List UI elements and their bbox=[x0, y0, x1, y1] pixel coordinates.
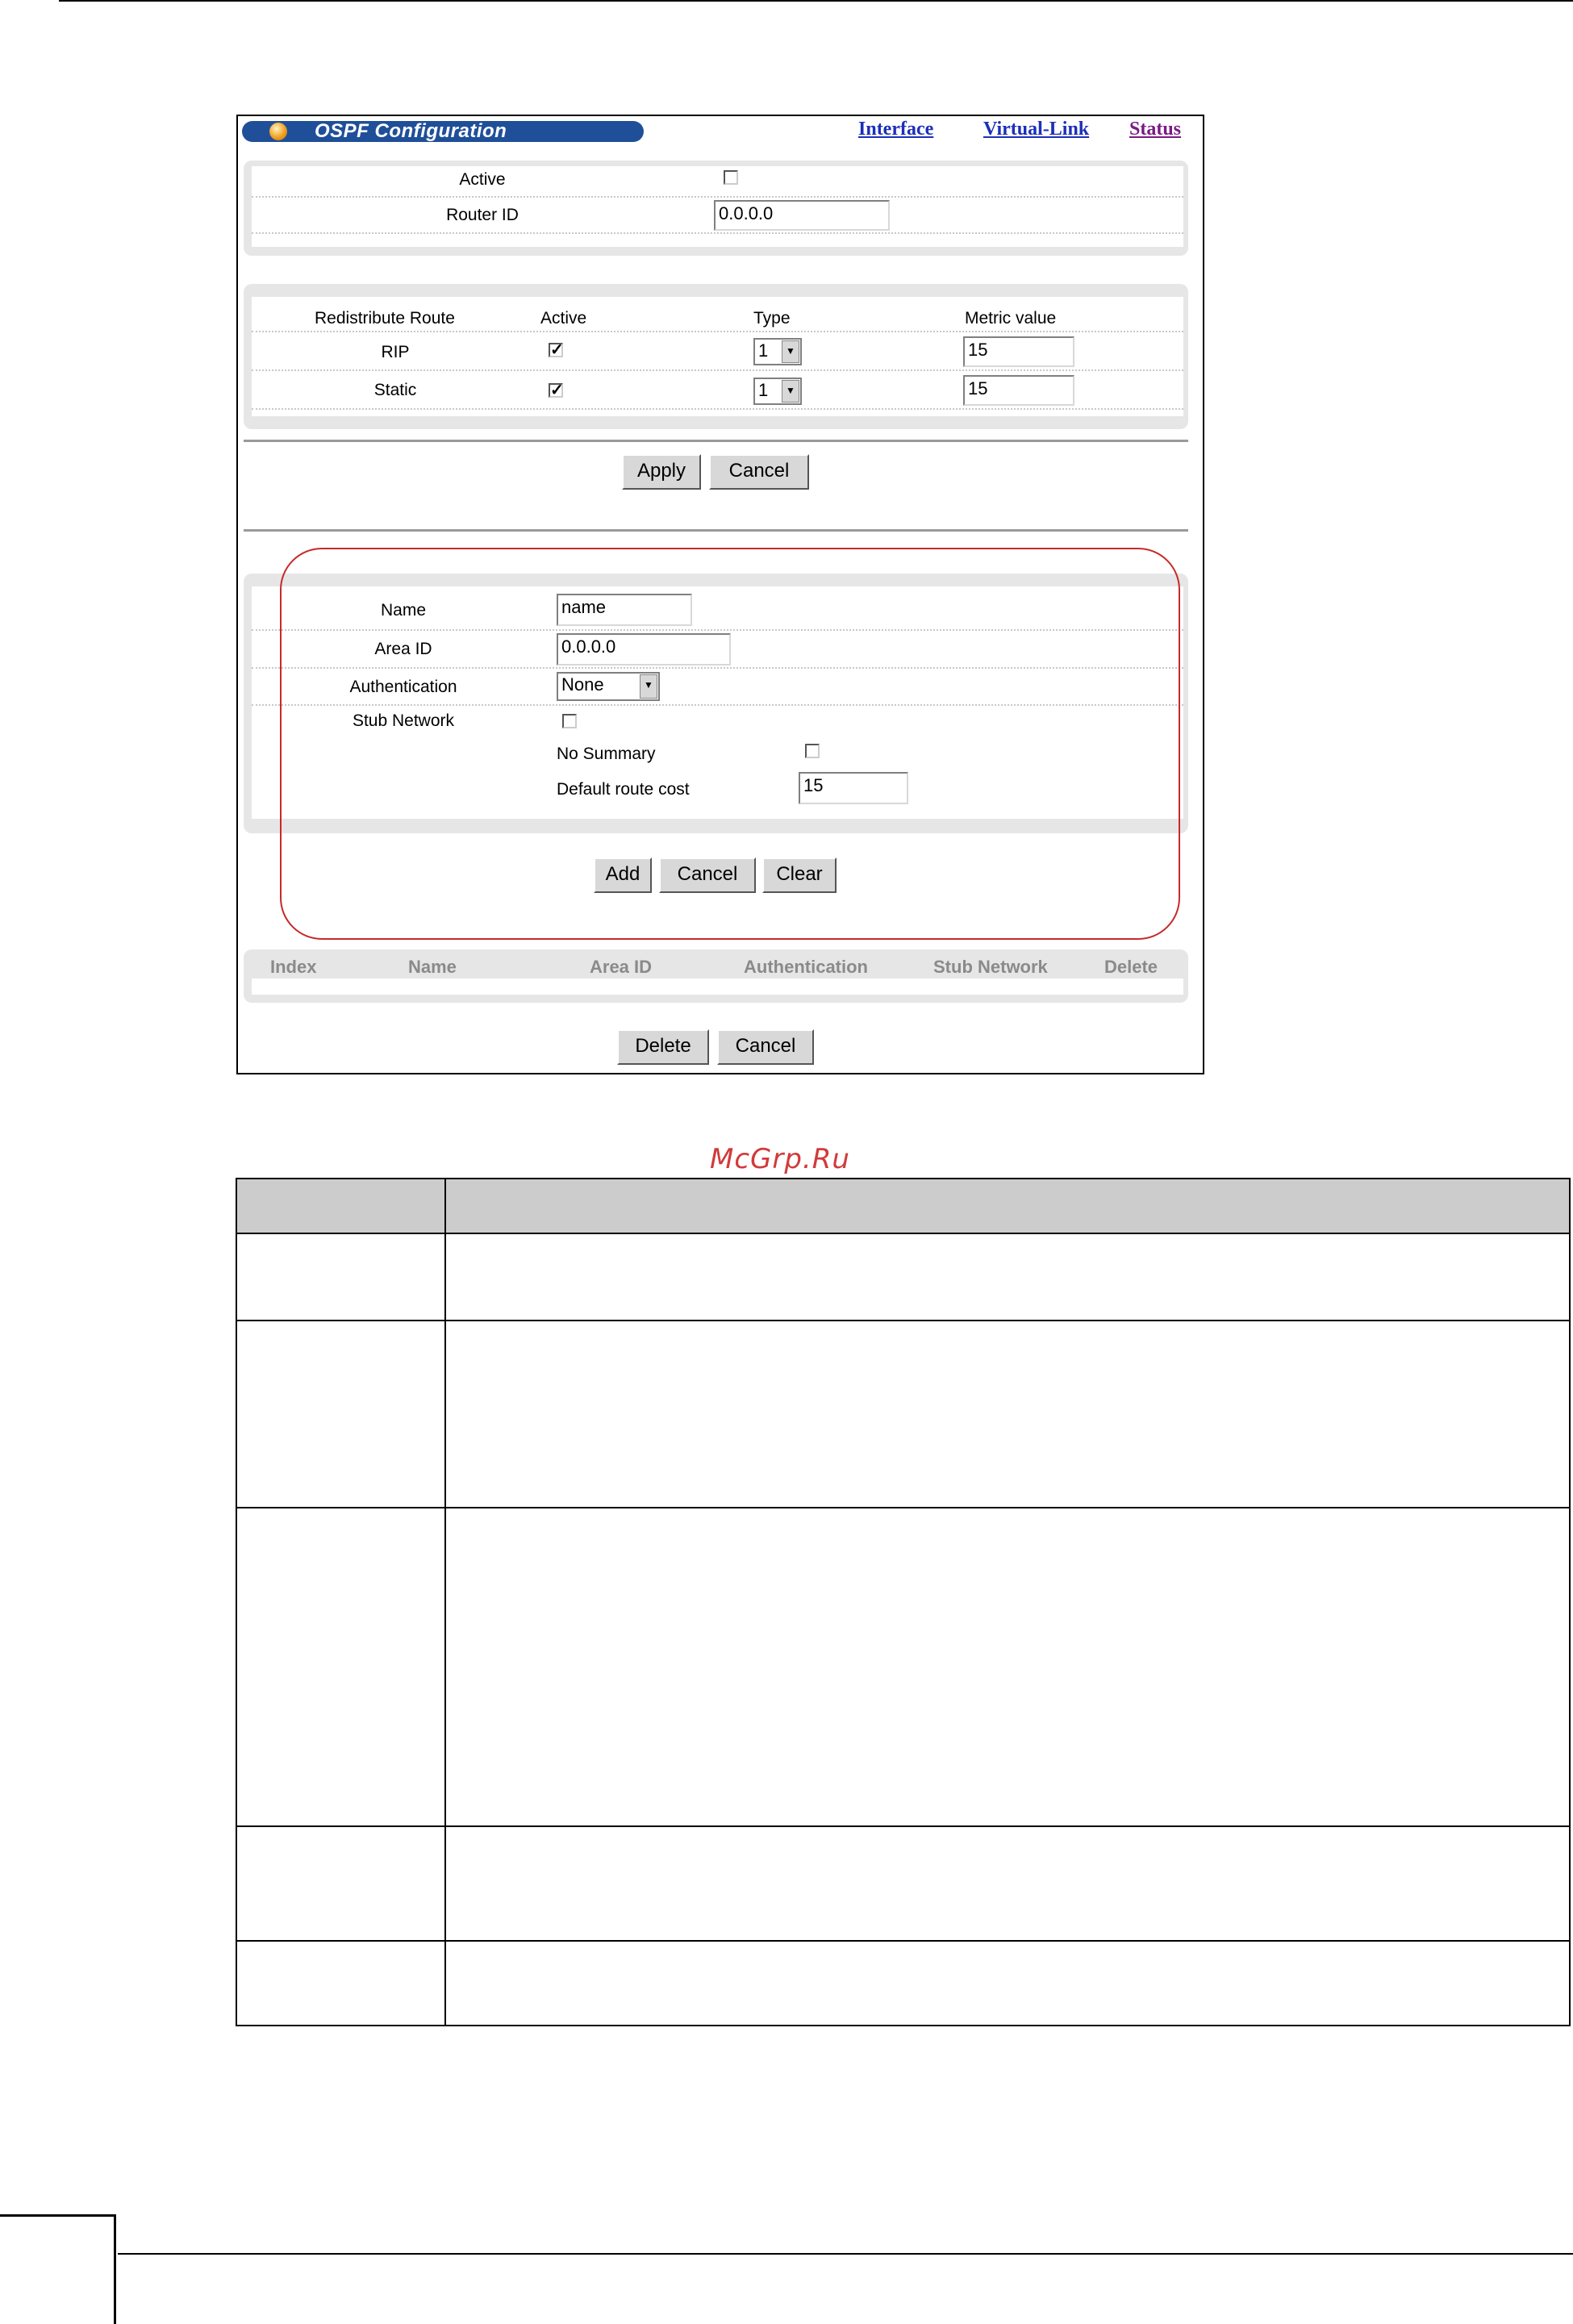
apply-button[interactable]: Apply bbox=[622, 454, 701, 490]
page-number-box bbox=[0, 2214, 116, 2324]
rip-label: RIP bbox=[381, 343, 410, 361]
static-metric-input[interactable]: 15 bbox=[963, 375, 1074, 406]
interface-link[interactable]: Interface bbox=[858, 119, 934, 140]
area-cancel-button[interactable]: Cancel bbox=[659, 857, 756, 893]
metric-value-header: Metric value bbox=[965, 309, 1057, 328]
no-summary-label: No Summary bbox=[557, 745, 656, 763]
redistribute-active-header: Active bbox=[540, 309, 587, 328]
col-stub-network: Stub Network bbox=[933, 957, 1048, 977]
col-name: Name bbox=[408, 957, 457, 977]
table-row bbox=[237, 1320, 1569, 1321]
area-name-input[interactable]: name bbox=[557, 594, 692, 626]
active-label: Active bbox=[459, 170, 506, 189]
default-route-cost-input[interactable]: 15 bbox=[799, 772, 908, 804]
chevron-down-icon: ▼ bbox=[782, 340, 799, 363]
divider bbox=[244, 529, 1188, 532]
static-active-checkbox[interactable]: ✓ bbox=[550, 382, 564, 399]
table-row bbox=[237, 1507, 1569, 1508]
area-id-input[interactable]: 0.0.0.0 bbox=[557, 633, 731, 665]
add-button[interactable]: Add bbox=[594, 857, 652, 893]
static-type-value: 1 bbox=[758, 380, 769, 400]
page-title: OSPF Configuration bbox=[315, 120, 507, 142]
description-table-header bbox=[237, 1179, 1569, 1234]
virtual-link-link[interactable]: Virtual-Link bbox=[983, 119, 1090, 140]
rip-metric-input[interactable]: 15 bbox=[963, 336, 1074, 367]
watermark: McGrp.Ru bbox=[710, 1143, 850, 1175]
top-rule bbox=[59, 0, 1573, 2]
authentication-value: None bbox=[561, 674, 604, 695]
area-name-label: Name bbox=[380, 601, 427, 620]
authentication-label: Authentication bbox=[349, 678, 457, 696]
description-table bbox=[236, 1178, 1571, 2026]
static-type-select[interactable] bbox=[753, 378, 802, 405]
orb-icon bbox=[269, 123, 287, 140]
router-id-input[interactable]: 0.0.0.0 bbox=[714, 200, 890, 231]
title-bar bbox=[242, 121, 644, 142]
delete-button[interactable]: Delete bbox=[617, 1029, 709, 1065]
col-area-id: Area ID bbox=[590, 957, 653, 977]
clear-button[interactable]: Clear bbox=[762, 857, 837, 893]
bottom-cancel-button[interactable]: Cancel bbox=[717, 1029, 814, 1065]
area-id-label: Area ID bbox=[374, 640, 432, 658]
rip-active-checkbox[interactable]: ✓ bbox=[550, 341, 564, 359]
col-index: Index bbox=[270, 957, 317, 977]
router-id-label: Router ID bbox=[446, 206, 519, 224]
col-delete: Delete bbox=[1104, 957, 1158, 977]
highlight-callout bbox=[280, 548, 1180, 940]
footer-rule bbox=[118, 2253, 1573, 2255]
rip-type-select[interactable] bbox=[753, 338, 802, 365]
col-authentication: Authentication bbox=[744, 957, 868, 977]
redistribute-type-header: Type bbox=[753, 309, 791, 328]
static-label: Static bbox=[373, 381, 417, 399]
active-checkbox[interactable] bbox=[724, 170, 738, 185]
default-route-cost-label: Default route cost bbox=[557, 780, 690, 799]
status-link[interactable]: Status bbox=[1129, 119, 1182, 140]
stub-network-label: Stub Network bbox=[352, 711, 455, 730]
cancel-button[interactable]: Cancel bbox=[709, 454, 809, 490]
column-divider bbox=[444, 1179, 446, 2025]
divider bbox=[244, 440, 1188, 442]
redistribute-route-header: Redistribute Route bbox=[315, 309, 455, 328]
chevron-down-icon: ▼ bbox=[640, 674, 657, 699]
table-row bbox=[237, 1825, 1569, 1827]
rip-type-value: 1 bbox=[758, 340, 769, 361]
chevron-down-icon: ▼ bbox=[782, 380, 799, 403]
table-row bbox=[237, 1940, 1569, 1942]
